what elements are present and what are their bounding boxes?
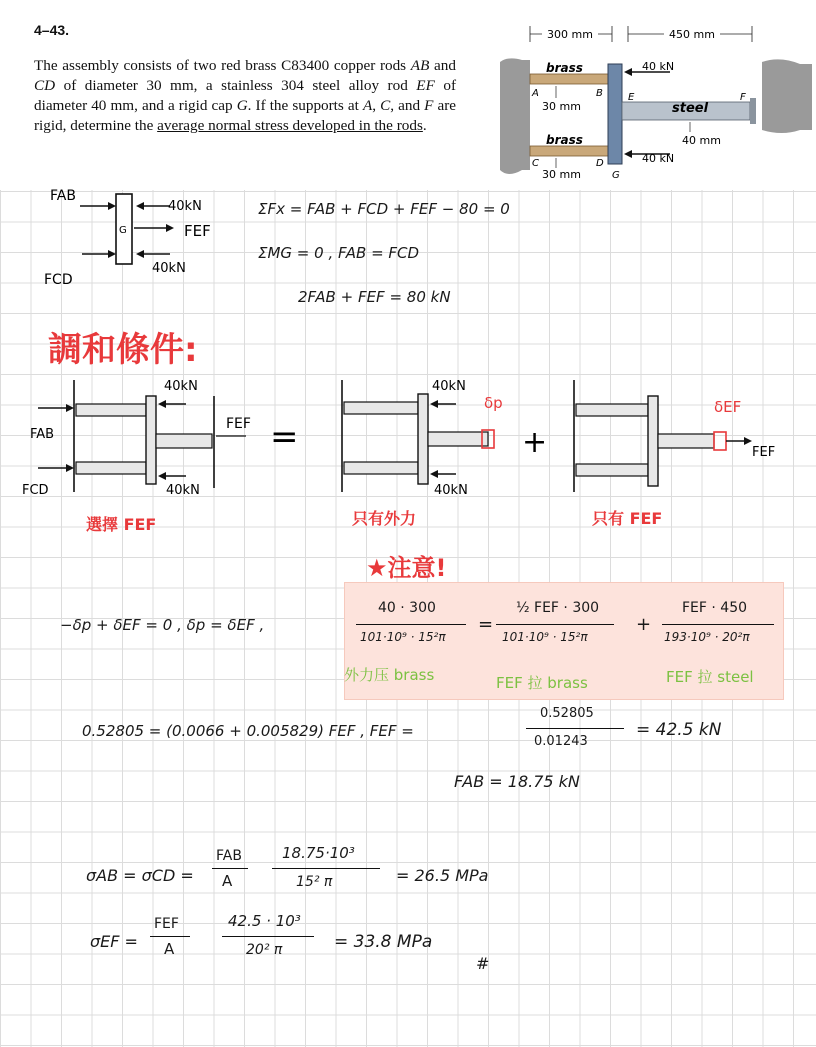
- rod-ab: [530, 74, 608, 84]
- fbd-fcd-label: FCD: [44, 272, 73, 286]
- stress-ab-result: = 26.5 MPa: [396, 866, 489, 885]
- compat-title: 調和條件:: [48, 330, 198, 370]
- force-bottom: 40 kN: [642, 152, 675, 165]
- stress-ab-f-bar: [212, 868, 248, 869]
- assembly-figure: [500, 20, 812, 190]
- caption-external-only: 只有外力: [352, 509, 417, 528]
- pt-e: E: [628, 92, 635, 103]
- solve-fab-result: FAB = 18.75 kN: [454, 772, 580, 791]
- term3-den: 193·10⁹ · 20²π: [664, 630, 750, 644]
- term1-bar: [356, 624, 466, 625]
- stress-ef-f-num: FEF: [154, 916, 179, 932]
- caption-fef-only: 只有 FEF: [592, 509, 663, 528]
- right-wall: [762, 59, 812, 133]
- svg-text:40kN: 40kN: [166, 483, 200, 498]
- pt-c: C: [532, 158, 539, 169]
- term1-num: 40 · 300: [378, 600, 436, 616]
- problem-card: [0, 0, 816, 190]
- stress-ab-f-den: A: [222, 872, 233, 890]
- pt-d: D: [596, 158, 604, 169]
- stress-ef-bar: [222, 936, 314, 937]
- svg-text:δp: δp: [484, 394, 503, 412]
- term1-den: 101·10⁹ · 15²π: [360, 630, 446, 644]
- term3-num: FEF · 450: [682, 600, 748, 616]
- fbd-fab-label: FAB: [50, 188, 76, 204]
- stress-ef-den: 20² π: [246, 942, 283, 958]
- stress-ef-lhs: σEF =: [90, 932, 138, 951]
- solve-frac-bar: [526, 728, 624, 729]
- problem-statement: The assembly consists of two red brass C83400 copper rods AB and CD of diameter 30 mm, a stainless 304 steel alloy rod EF of diameter 40 mm, and a rigid cap G. If the supports at A, C, and F are rigid, determine the average normal stress developed in the rods.: [34, 57, 457, 134]
- plus-op: +: [636, 614, 652, 635]
- svg-text:40kN: 40kN: [432, 379, 466, 394]
- svg-text:FEF: FEF: [752, 445, 776, 460]
- problem-number: 4–43.: [34, 22, 70, 38]
- brass-top-label: brass: [546, 61, 583, 75]
- solve-fef-result: = 42.5 kN: [636, 720, 722, 740]
- svg-text:FCD: FCD: [22, 483, 49, 498]
- stress-ef-result: = 33.8 MPa: [334, 932, 433, 952]
- stress-ef-f-den: A: [164, 940, 175, 958]
- stress-ef-f-bar: [150, 936, 190, 937]
- term2-den: 101·10⁹ · 15²π: [502, 630, 588, 644]
- svg-text:40kN: 40kN: [434, 483, 468, 498]
- note-fef-brass: FEF 拉 brass: [496, 674, 588, 692]
- steel-label: steel: [672, 101, 709, 116]
- stress-ab-f-num: FAB: [216, 848, 242, 864]
- eq-2fab: 2FAB + FEF = 80 kN: [298, 288, 451, 306]
- problem-task: average normal stress developed in the rods: [157, 117, 423, 134]
- caption-choose-fef: 選擇 FEF: [86, 515, 157, 534]
- pt-b: B: [596, 88, 603, 99]
- end-mark: #: [476, 954, 490, 973]
- fbd-sketch: [40, 176, 240, 286]
- stress-ab-den: 15² π: [296, 874, 333, 890]
- dia-top: 30 mm: [542, 100, 581, 113]
- stress-ab-num: 18.75·10³: [282, 844, 355, 862]
- svg-text:=: =: [270, 417, 299, 457]
- fbd-fef-label: FEF: [184, 222, 211, 240]
- dim-300: 300 mm: [547, 28, 593, 41]
- svg-text:G: G: [119, 225, 127, 236]
- eq-op: =: [478, 614, 494, 635]
- pt-f: F: [740, 92, 746, 103]
- left-wall: [500, 58, 530, 174]
- brass-bottom-label: brass: [546, 133, 583, 147]
- term2-bar: [496, 624, 614, 625]
- rod-cd: [530, 146, 608, 156]
- force-top: 40 kN: [642, 60, 675, 73]
- svg-text:FAB: FAB: [30, 427, 55, 442]
- stress-ef-num: 42.5 · 10³: [228, 912, 301, 930]
- pt-g: G: [612, 170, 620, 181]
- dia-bottom: 30 mm: [542, 168, 581, 181]
- dia-steel: 40 mm: [682, 134, 721, 147]
- note-fef-steel: FEF 拉 steel: [666, 668, 754, 686]
- note-external-brass: 外力压 brass: [344, 666, 435, 684]
- stress-ab-bar: [272, 868, 380, 869]
- note-attention: ★注意!: [366, 554, 447, 582]
- fbd-40-top: 40kN: [168, 199, 202, 214]
- solve-frac-den: 0.01243: [534, 734, 588, 749]
- svg-text:FEF: FEF: [226, 416, 251, 432]
- solve-line: 0.52805 = (0.0066 + 0.005829) FEF , FEF =: [82, 722, 414, 740]
- pt-a: A: [532, 88, 539, 99]
- fbd-40-bottom: 40kN: [152, 261, 186, 276]
- term2-num: ½ FEF · 300: [516, 600, 600, 616]
- stress-ab-lhs: σAB = σCD =: [86, 866, 194, 885]
- svg-text:+: +: [522, 425, 548, 460]
- rigid-cap: [608, 64, 622, 164]
- eq-sum-mg: ΣMG = 0 , FAB = FCD: [258, 244, 420, 262]
- svg-text:40kN: 40kN: [164, 379, 198, 394]
- dim-450: 450 mm: [669, 28, 715, 41]
- term3-bar: [662, 624, 774, 625]
- compat-lhs: −δp + δEF = 0 , δp = δEF ,: [60, 616, 265, 634]
- solve-frac-num: 0.52805: [540, 706, 594, 721]
- eq-sum-fx: ΣFx = FAB + FCD + FEF − 80 = 0: [258, 200, 510, 218]
- svg-text:δEF: δEF: [714, 398, 742, 416]
